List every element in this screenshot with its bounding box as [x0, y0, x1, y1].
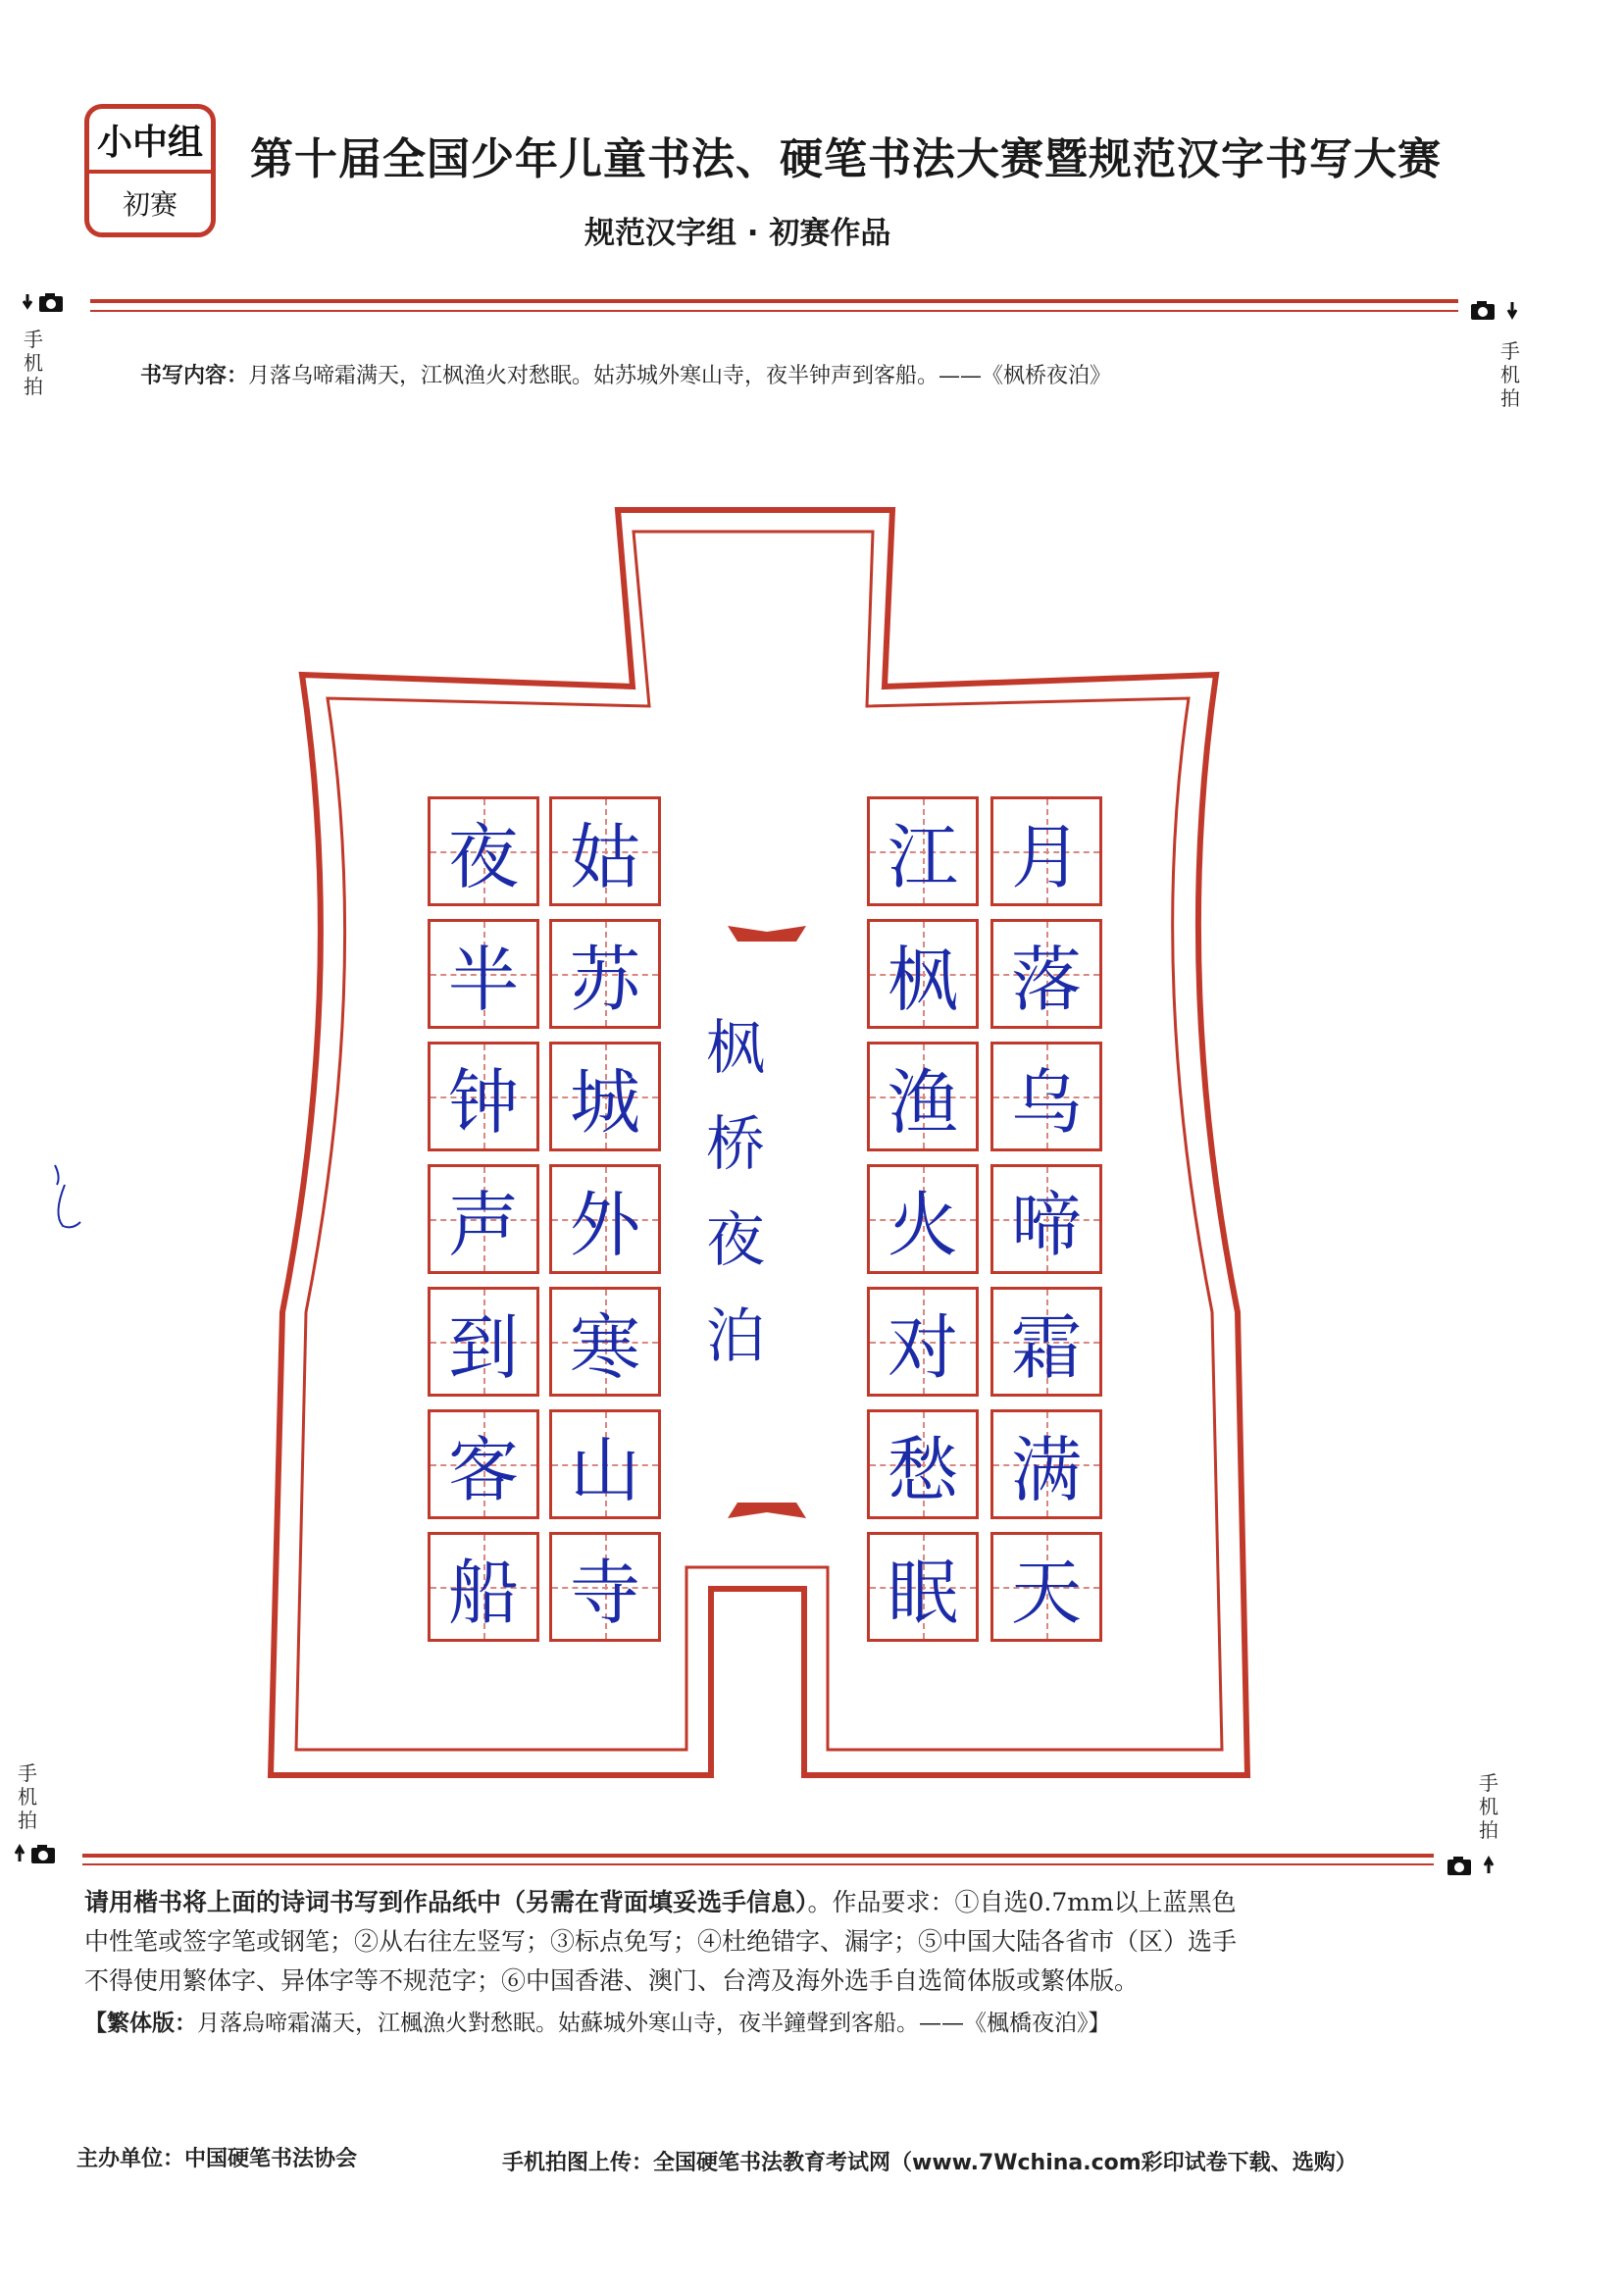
handwritten-character: 夜	[447, 816, 519, 898]
upload-info: 手机拍图上传：全国硬笔书法教育考试网（www.7Wchina.com彩印试卷下载、选购）	[502, 2151, 1357, 2175]
grid-cell	[549, 1287, 661, 1397]
handwritten-character: 外	[569, 1184, 640, 1266]
phone-shoot-label-top-right: 手机拍	[1500, 339, 1520, 410]
grid-cell	[428, 1042, 539, 1151]
handwritten-character: 寒	[569, 1306, 640, 1389]
bottom-divider	[82, 1854, 1434, 1858]
handwritten-character: 霜	[1010, 1306, 1082, 1389]
grid-cell	[549, 1164, 661, 1274]
handwritten-character: 枫	[887, 939, 958, 1021]
grid-cell	[549, 796, 661, 906]
stamp-group-label: 小中组	[89, 109, 211, 174]
phone-shoot-label-bottom-left: 手机拍	[18, 1761, 37, 1832]
handwritten-character: 山	[569, 1429, 640, 1511]
grid-cell	[428, 1287, 539, 1397]
camera-marker-bottom-right	[1446, 1854, 1500, 1882]
grid-cell	[867, 1042, 979, 1151]
handwritten-character: 钟	[447, 1061, 519, 1144]
handwritten-character: 渔	[887, 1061, 958, 1144]
handwritten-character: 船	[447, 1552, 519, 1634]
traditional-label: 【繁体版：	[84, 2011, 197, 2036]
grid-cell	[428, 796, 539, 906]
handwritten-character: 江	[887, 816, 958, 898]
grid-cell	[990, 1042, 1102, 1151]
handwritten-character: 啼	[1010, 1184, 1082, 1266]
grid-cell	[867, 1164, 979, 1274]
handwritten-character: 姑	[569, 816, 640, 898]
handwritten-character: 城	[569, 1061, 640, 1144]
grid-cell	[549, 919, 661, 1029]
grid-cell	[428, 919, 539, 1029]
phone-shoot-label-bottom-right: 手机拍	[1479, 1771, 1498, 1842]
grid-cell	[867, 1532, 979, 1642]
requirements-line-2: 中性笔或签字笔或钢笔；②从右往左竖写；③标点免写；④杜绝错字、漏字；⑤中国大陆各省市（区）选手	[84, 1927, 1238, 1956]
camera-icon	[14, 1842, 65, 1865]
organizer: 主办单位：中国硬笔书法协会	[76, 2147, 358, 2171]
grid-cell	[428, 1409, 539, 1519]
writing-content-text: 月落乌啼霜满天，江枫渔火对愁眠。姑苏城外寒山寺，夜半钟声到客船。——《枫桥夜泊》	[248, 364, 1112, 388]
handwritten-character: 满	[1010, 1429, 1082, 1511]
grid-cell	[549, 1409, 661, 1519]
stamp-round-label: 初赛	[122, 188, 178, 221]
page-subtitle: 规范汉字组 · 初赛作品	[584, 216, 891, 251]
grid-cell	[549, 1042, 661, 1151]
handwritten-character: 眠	[887, 1552, 958, 1634]
pen-scribble	[47, 1155, 86, 1244]
handwritten-character: 月	[1010, 816, 1082, 898]
grid-cell	[428, 1532, 539, 1642]
handwritten-character: 半	[447, 939, 519, 1021]
camera-icon	[1446, 1854, 1500, 1877]
writing-content-label: 书写内容：	[140, 364, 249, 388]
camera-marker-bottom-left	[14, 1842, 65, 1870]
grid-cell	[867, 1287, 979, 1397]
handwritten-character: 愁	[887, 1429, 958, 1511]
grid-cell	[990, 1287, 1102, 1397]
requirements-line-3: 不得使用繁体字、异体字等不规范字；⑥中国香港、澳门、台湾及海外选手自选简体版或繁体版。	[84, 1966, 1140, 1995]
traditional-text: 月落烏啼霜滿天，江楓漁火對愁眠。姑蘇城外寒山寺，夜半鐘聲到客船。——《楓橋夜泊》】	[197, 2011, 1111, 2036]
requirements-line-1	[84, 1883, 1237, 1918]
handwritten-character: 客	[447, 1429, 519, 1511]
grid-cell	[549, 1532, 661, 1642]
handwritten-character: 对	[887, 1306, 958, 1389]
phone-shoot-label-top-left: 手机拍	[24, 328, 43, 398]
traditional-version	[84, 2005, 1111, 2037]
grid-cell	[990, 1409, 1102, 1519]
grid-cell	[867, 796, 979, 906]
handwritten-character: 寺	[569, 1552, 640, 1634]
handwritten-character: 声	[447, 1184, 519, 1266]
requirements-line-1-rest: 。作品要求：①自选0.7mm以上蓝黑色	[807, 1888, 1237, 1916]
requirements-instruction: 请用楷书将上面的诗词书写到作品纸中（另需在背面填妥选手信息）	[84, 1888, 808, 1916]
handwritten-character: 火	[887, 1184, 958, 1266]
grid-cell	[867, 1409, 979, 1519]
grid-cell	[990, 1532, 1102, 1642]
handwritten-character: 苏	[569, 939, 640, 1021]
bottom-divider-thin	[82, 1863, 1434, 1865]
grid-cell	[990, 1164, 1102, 1274]
handwritten-character: 天	[1010, 1552, 1082, 1634]
grid-cell	[428, 1164, 539, 1274]
grid-cell	[990, 796, 1102, 906]
page-title: 第十届全国少年儿童书法、硬笔书法大赛暨规范汉字书写大赛	[250, 134, 1442, 184]
grid-cell	[990, 919, 1102, 1029]
grid-cell	[867, 919, 979, 1029]
handwritten-character: 乌	[1010, 1061, 1082, 1144]
poem-title: 枫 桥 夜 泊	[706, 1014, 765, 1371]
handwritten-character: 到	[447, 1306, 519, 1389]
handwritten-character: 落	[1010, 939, 1082, 1021]
